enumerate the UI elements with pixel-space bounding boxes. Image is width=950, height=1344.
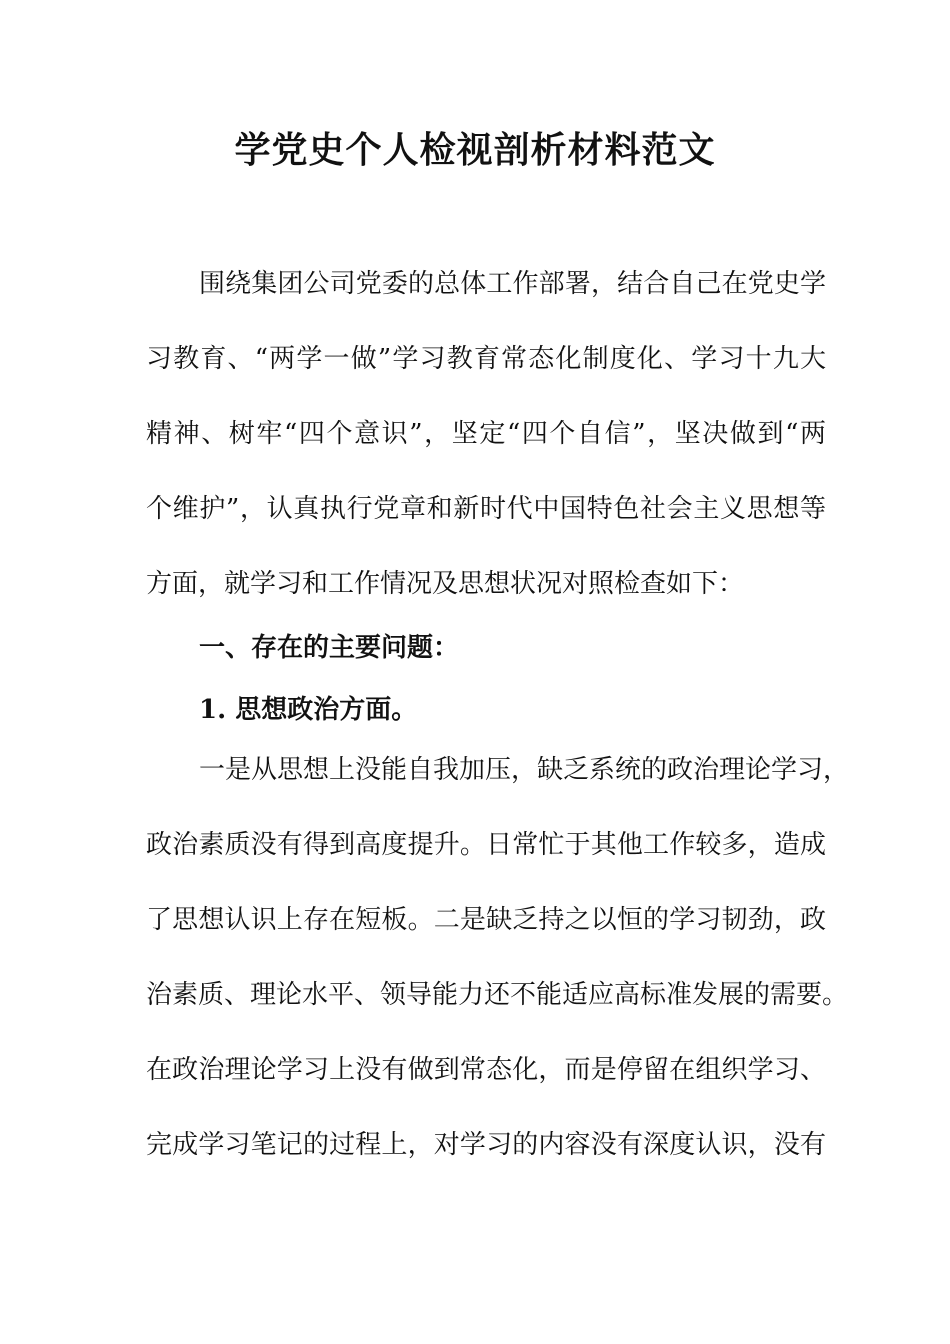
body-line-4: 治素质、理论水平、领导能力还不能适应高标准发展的需要。 <box>146 980 849 1010</box>
section-heading: 一、存在的主要问题： <box>199 633 460 663</box>
body-line-6: 完成学习笔记的过程上，对学习的内容没有深度认识，没有 <box>146 1130 826 1160</box>
intro-line-1: 围绕集团公司党委的总体工作部署，结合自己在党史学 <box>199 269 826 299</box>
intro-line-4: 个维护”，认真执行党章和新时代中国特色社会主义思想等 <box>146 494 826 524</box>
body-line-5: 在政治理论学习上没有做到常态化，而是停留在组织学习、 <box>146 1055 826 1085</box>
body-line-2: 政治素质没有得到高度提升。日常忙于其他工作较多，造成 <box>146 830 826 860</box>
body-line-3: 了思想认识上存在短板。二是缺乏持之以恒的学习韧劲，政 <box>146 905 826 935</box>
document-title: 学党史个人检视剖析材料范文 <box>234 129 716 171</box>
subsection-heading: 1. 思想政治方面。 <box>199 695 418 725</box>
intro-line-2: 习教育、“两学一做”学习教育常态化制度化、学习十九大 <box>146 344 826 374</box>
intro-line-3: 精神、树牢“四个意识”，坚定“四个自信”，坚决做到“两 <box>146 419 826 449</box>
intro-line-5: 方面，就学习和工作情况及思想状况对照检查如下： <box>146 569 745 599</box>
body-line-1: 一是从思想上没能自我加压，缺乏系统的政治理论学习， <box>199 755 850 785</box>
